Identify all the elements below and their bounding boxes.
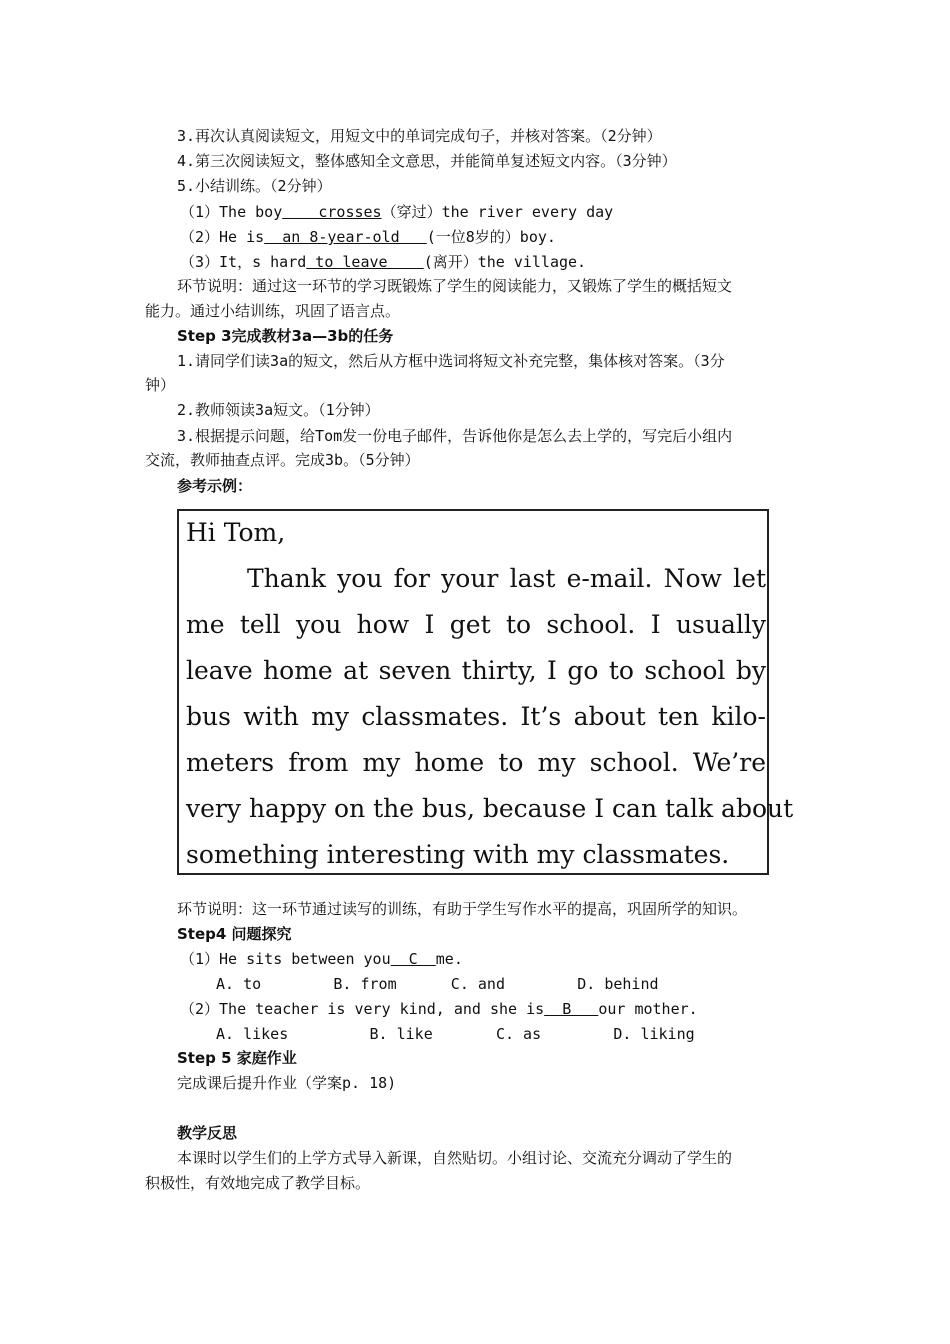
question-1-options: A. to B. from C. and D. behind bbox=[216, 975, 659, 993]
example-label: 参考示例： bbox=[177, 477, 253, 495]
letter-line: bus with my classmates. It’s about ten kilo- bbox=[186, 702, 766, 731]
step3-heading: Step 3完成教材3a—3b的任务 bbox=[177, 327, 394, 345]
exercise-3: （3）It，s hard to leave (离开）the village. bbox=[180, 253, 587, 271]
answer-blank: C bbox=[390, 950, 436, 968]
step3-item-3: 3.根据提示问题，给Tom发一份电子邮件，告诉他你是怎么去上学的，写完后小组内 bbox=[177, 427, 733, 445]
letter-line: leave home at seven thirty, I go to school by bbox=[186, 656, 766, 685]
answer-blank: an 8-year-old bbox=[264, 228, 427, 246]
exercise-1: （1）The boy crosses（穿过）the river every day bbox=[180, 203, 614, 221]
letter-line: very happy on the bus, because I can talk about bbox=[186, 794, 794, 823]
answer-blank: crosses bbox=[282, 203, 382, 221]
step5-heading: Step 5 家庭作业 bbox=[177, 1049, 297, 1067]
instruction-5: 5.小结训练。（2分钟） bbox=[177, 177, 332, 195]
letter-line: meters from my home to my school. We’re bbox=[186, 748, 766, 777]
question-2: （2）The teacher is very kind, and she is B our mother. bbox=[180, 1000, 698, 1018]
step4-heading: Step4 问题探究 bbox=[177, 925, 292, 943]
step3-item-3-cont: 交流，教师抽查点评。完成3b。（5分钟） bbox=[145, 451, 420, 469]
step3-item-1: 1.请同学们读3a的短文，然后从方框中选词将短文补充完整，集体核对答案。（3分 bbox=[177, 352, 725, 370]
question-1: （1）He sits between you C me. bbox=[180, 950, 463, 968]
question-2-options: A. likes B. like C. as D. liking bbox=[216, 1025, 695, 1043]
reflection-text: 本课时以学生们的上学方式导入新课，自然贴切。小组讨论、交流充分调动了学生的 bbox=[177, 1149, 733, 1167]
instruction-3: 3.再次认真阅读短文，用短文中的单词完成句子，并核对答案。（2分钟） bbox=[177, 127, 662, 145]
instruction-4: 4.第三次阅读短文，整体感知全文意思，并能简单复述短文内容。（3分钟） bbox=[177, 152, 677, 170]
letter-greeting: Hi Tom, bbox=[186, 518, 286, 547]
step3-item-2: 2.教师领读3a短文。（1分钟） bbox=[177, 401, 380, 419]
answer-blank: to leave bbox=[306, 253, 424, 271]
exercise-2: （2）He is an 8-year-old (一位8岁的）boy. bbox=[180, 228, 556, 246]
letter-line: me tell you how I get to school. I usually bbox=[186, 610, 766, 639]
homework-text: 完成课后提升作业（学案p. 18) bbox=[177, 1074, 397, 1092]
section-note-cont: 能力。通过小结训练，巩固了语言点。 bbox=[145, 302, 401, 320]
letter-line: something interesting with my classmates. bbox=[186, 840, 730, 869]
section-note: 环节说明：通过这一环节的学习既锻炼了学生的阅读能力，又锻炼了学生的概括短文 bbox=[177, 277, 733, 295]
reflection-heading: 教学反思 bbox=[177, 1124, 238, 1142]
section-note-2: 环节说明：这一环节通过读写的训练，有助于学生写作水平的提高，巩固所学的知识。 bbox=[177, 900, 748, 918]
answer-blank: B bbox=[544, 1000, 599, 1018]
letter-line: Thank you for your last e-mail. Now let bbox=[247, 564, 766, 593]
reflection-text-cont: 积极性，有效地完成了教学目标。 bbox=[145, 1174, 371, 1192]
step3-item-1-cont: 钟） bbox=[145, 376, 176, 394]
